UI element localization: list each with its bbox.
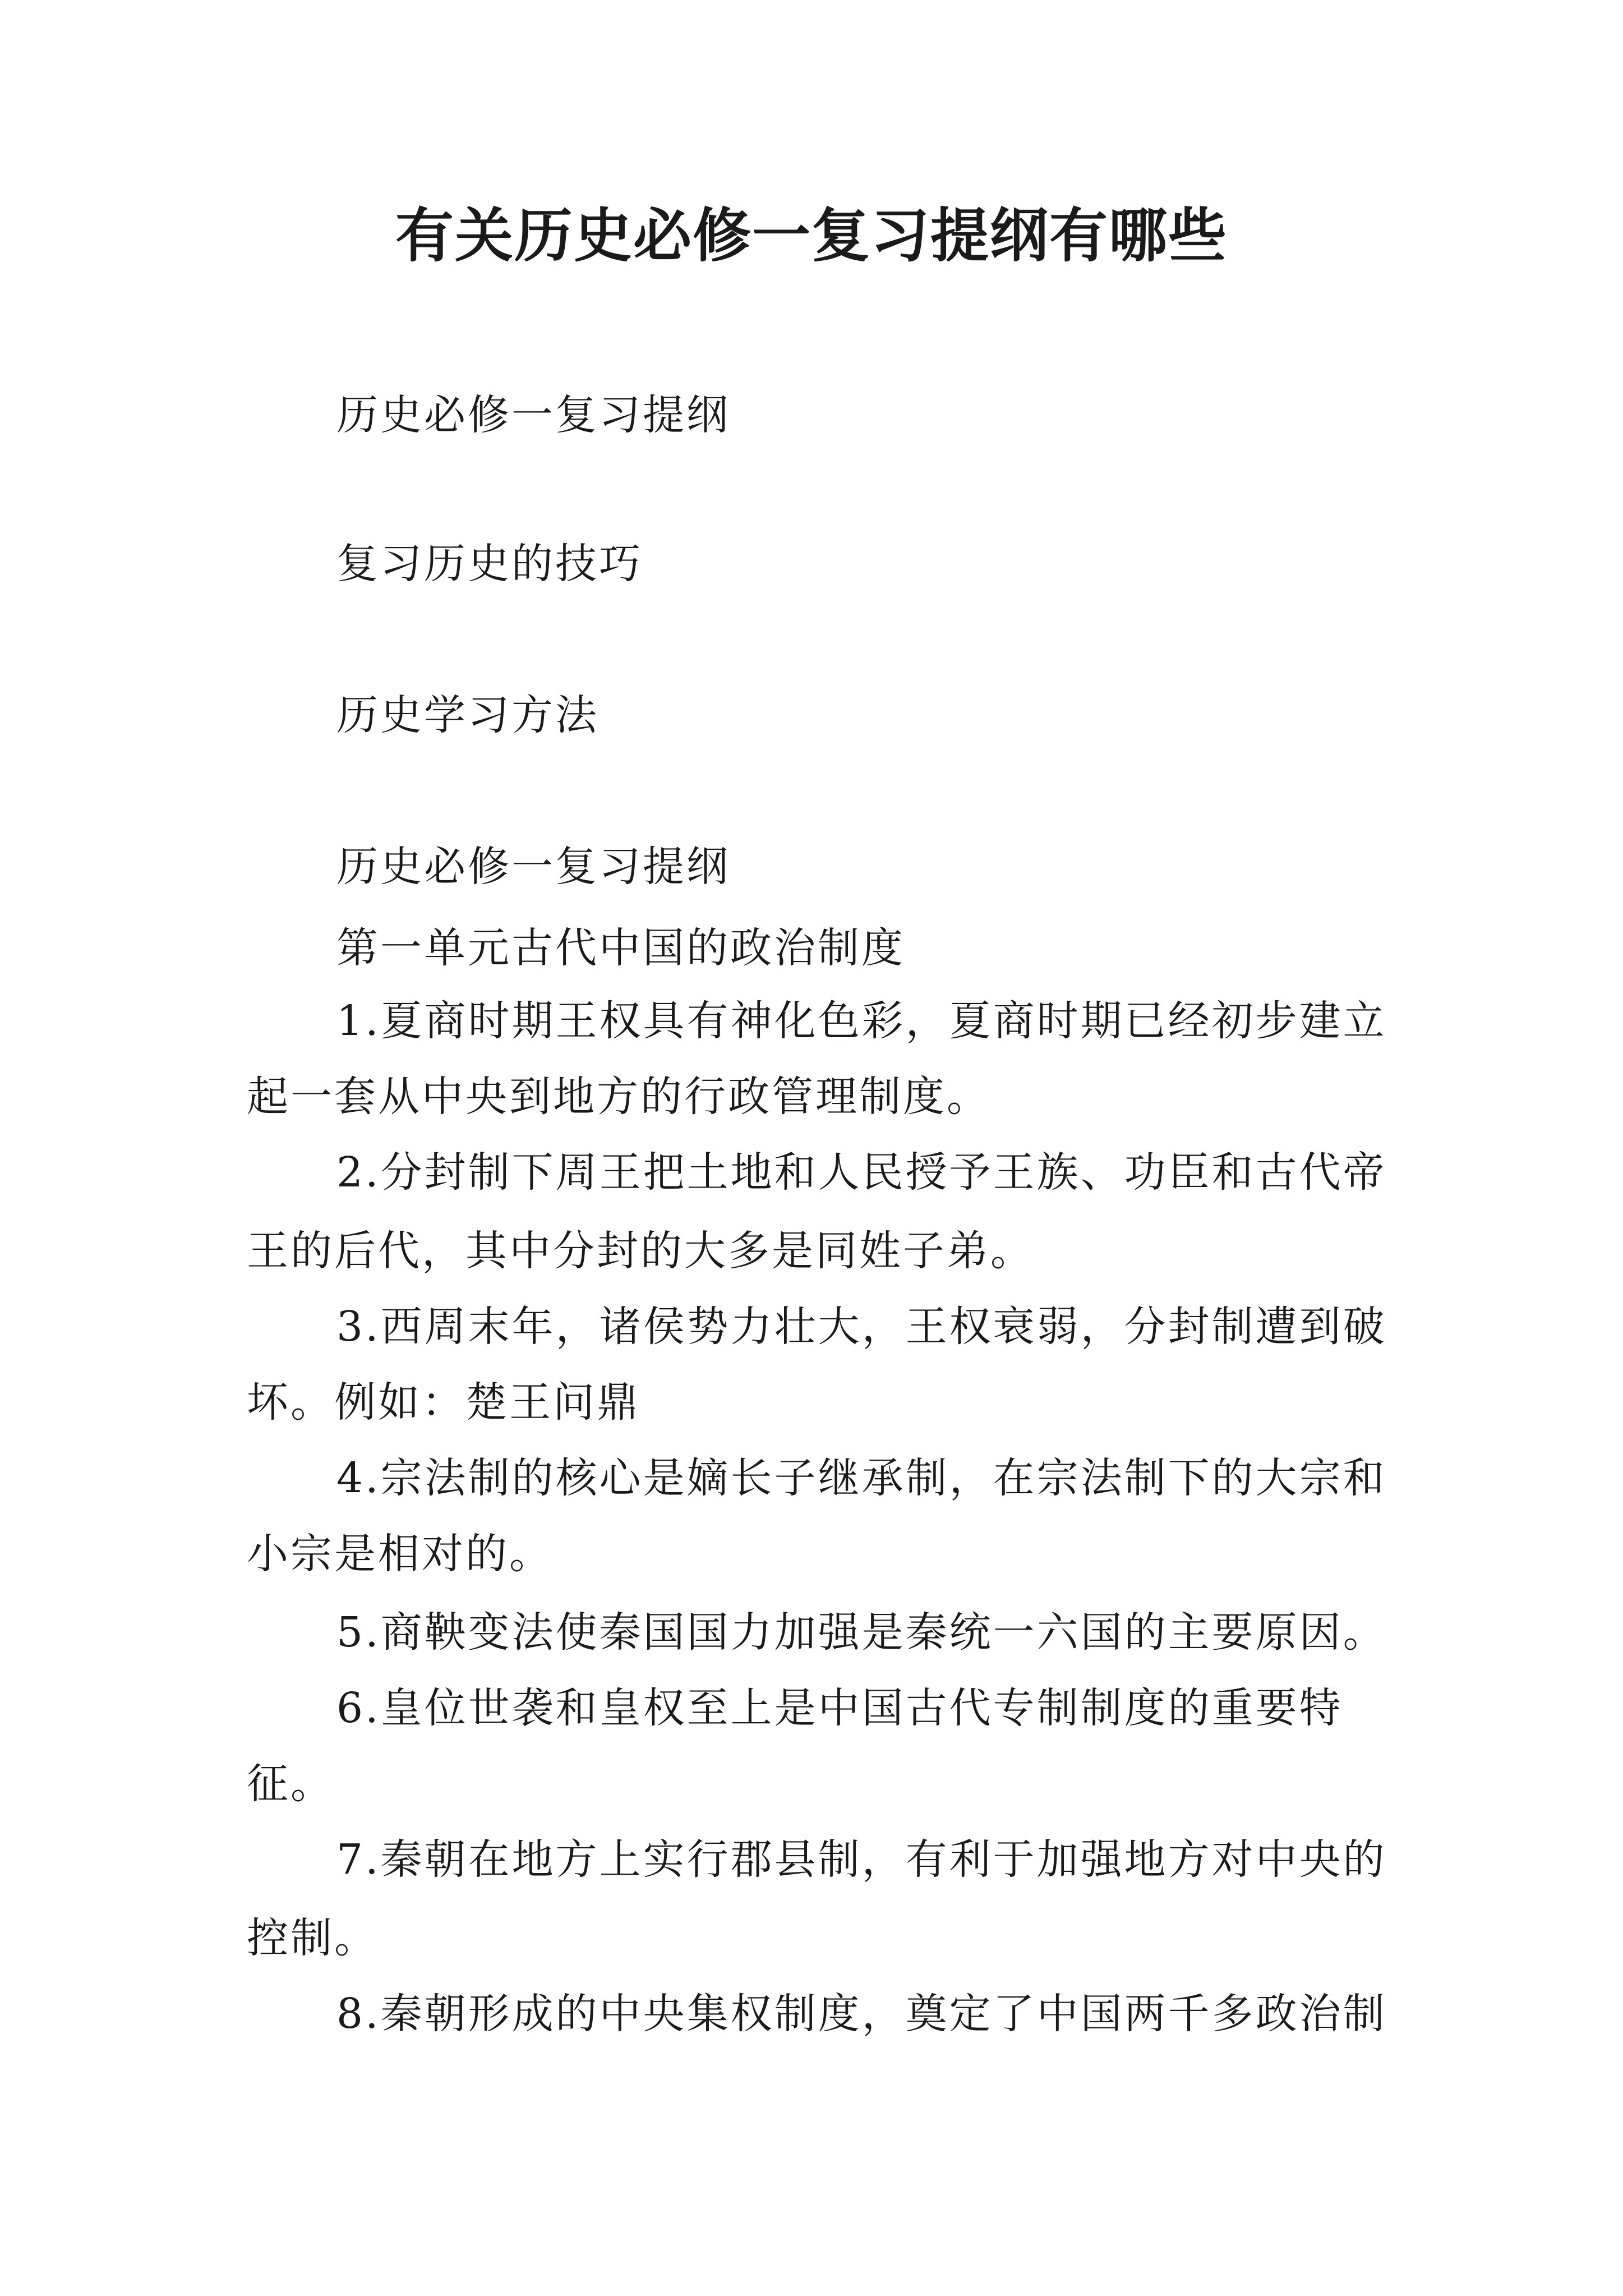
item-6-line-2: 征。 (247, 1760, 334, 1808)
item-4-line-1: 4.宗法制的核心是嫡长子继承制，在宗法制下的大宗和 (336, 1454, 1387, 1502)
item-4-line-2: 小宗是相对的。 (247, 1530, 553, 1578)
item-5-line-1: 5.商鞅变法使秦国国力加强是秦统一六国的主要原因。 (336, 1608, 1387, 1657)
toc-item-review-tips: 复习历史的技巧 (336, 540, 643, 588)
toc-item-outline: 历史必修一复习提纲 (336, 391, 730, 439)
toc-item-study-methods: 历史学习方法 (336, 691, 599, 739)
item-7-line-1: 7.秦朝在地方上实行郡县制，有利于加强地方对中央的 (336, 1835, 1387, 1884)
section-heading: 历史必修一复习提纲 (336, 843, 730, 891)
item-7-line-2: 控制。 (247, 1914, 378, 1962)
item-6-line-1: 6.皇位世袭和皇权至上是中国古代专制制度的重要特 (336, 1684, 1343, 1732)
item-2-line-2: 王的后代，其中分封的大多是同姓子弟。 (247, 1227, 1034, 1275)
document-title: 有关历史必修一复习提纲有哪些 (395, 201, 1228, 270)
item-1-line-1: 1.夏商时期王权具有神化色彩，夏商时期已经初步建立 (336, 997, 1387, 1045)
unit-heading: 第一单元古代中国的政治制度 (336, 924, 905, 972)
item-1-line-2: 起一套从中央到地方的行政管理制度。 (247, 1073, 990, 1121)
item-3-line-2: 坏。例如：楚王问鼎 (247, 1378, 640, 1427)
item-2-line-1: 2.分封制下周王把土地和人民授予王族、功臣和古代帝 (336, 1148, 1387, 1197)
item-3-line-1: 3.西周末年，诸侯势力壮大，王权衰弱，分封制遭到破 (336, 1303, 1387, 1351)
item-8-line-1: 8.秦朝形成的中央集权制度，奠定了中国两千多政治制 (336, 1990, 1387, 2038)
